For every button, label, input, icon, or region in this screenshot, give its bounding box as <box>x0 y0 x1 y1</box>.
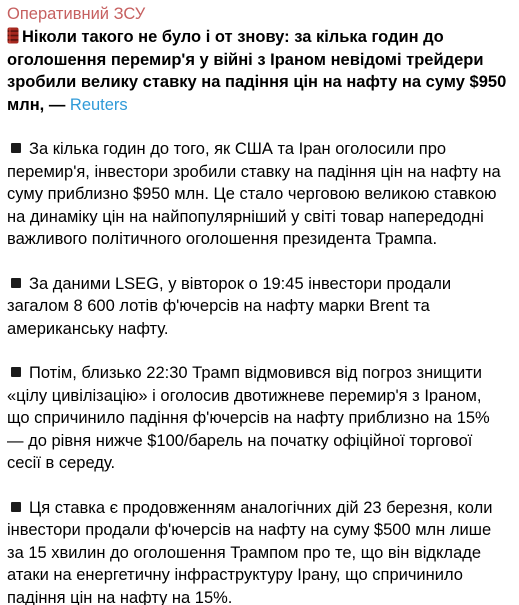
paragraph-4 <box>7 497 507 605</box>
black-square-icon <box>11 143 21 153</box>
paragraph-text: Потім, близько 22:30 Трамп відмовився від погроз знищити «цілу цивілізацію» і оголосив двотижневе перемир'я з Іраном, що спричинило падіння ф'ючерсів на нафту приблизно на 15% — до рівня нижче $100/барель на початку офіційної торгової сесії в середу. <box>7 364 490 472</box>
oil-barrel-icon <box>7 27 19 44</box>
black-square-icon <box>11 278 21 288</box>
paragraph-text: За кілька годин до того, як США та Іран оголосили про перемир'я, інвестори зробили ставку на падіння цін на нафту на суму приблизно $950 млн. Це стало черговою великою ставкою на динаміку цін на найпопулярніший у світі товар напередодні важливого політичного оголошення президента Трампа. <box>7 140 501 248</box>
channel-name[interactable]: Оперативний ЗСУ <box>7 5 146 23</box>
paragraph-text: За даними LSEG, у вівторок о 19:45 інвестори продали загалом 8 600 лотів ф'ючерсів на нафту марки Brent та американську нафту. <box>7 274 452 338</box>
paragraph-text: Ця ставка є продовженням аналогічних дій 23 березня, коли інвестори продали ф'ючерсів на нафту на суму $500 млн лише за 15 хвилин до оголошення Трампом про те, що він відкладе атаки на енергетичну інфраструктуру Ірану, що спричинило падіння цін на нафту на 15%. <box>7 498 493 605</box>
black-square-icon <box>11 367 21 377</box>
paragraph-2 <box>7 273 507 341</box>
headline-text: Ніколи такого не було і от знову: за кілька годин до оголошення перемир'я у війні з Іраном невідомі трейдери зробили велику ставку на падіння цін на нафту на суму $950 млн, — <box>7 28 507 114</box>
headline <box>7 26 507 116</box>
paragraph-1 <box>7 138 507 251</box>
source-link[interactable]: Reuters <box>69 95 128 114</box>
black-square-icon <box>11 502 21 512</box>
paragraph-3 <box>7 362 507 475</box>
